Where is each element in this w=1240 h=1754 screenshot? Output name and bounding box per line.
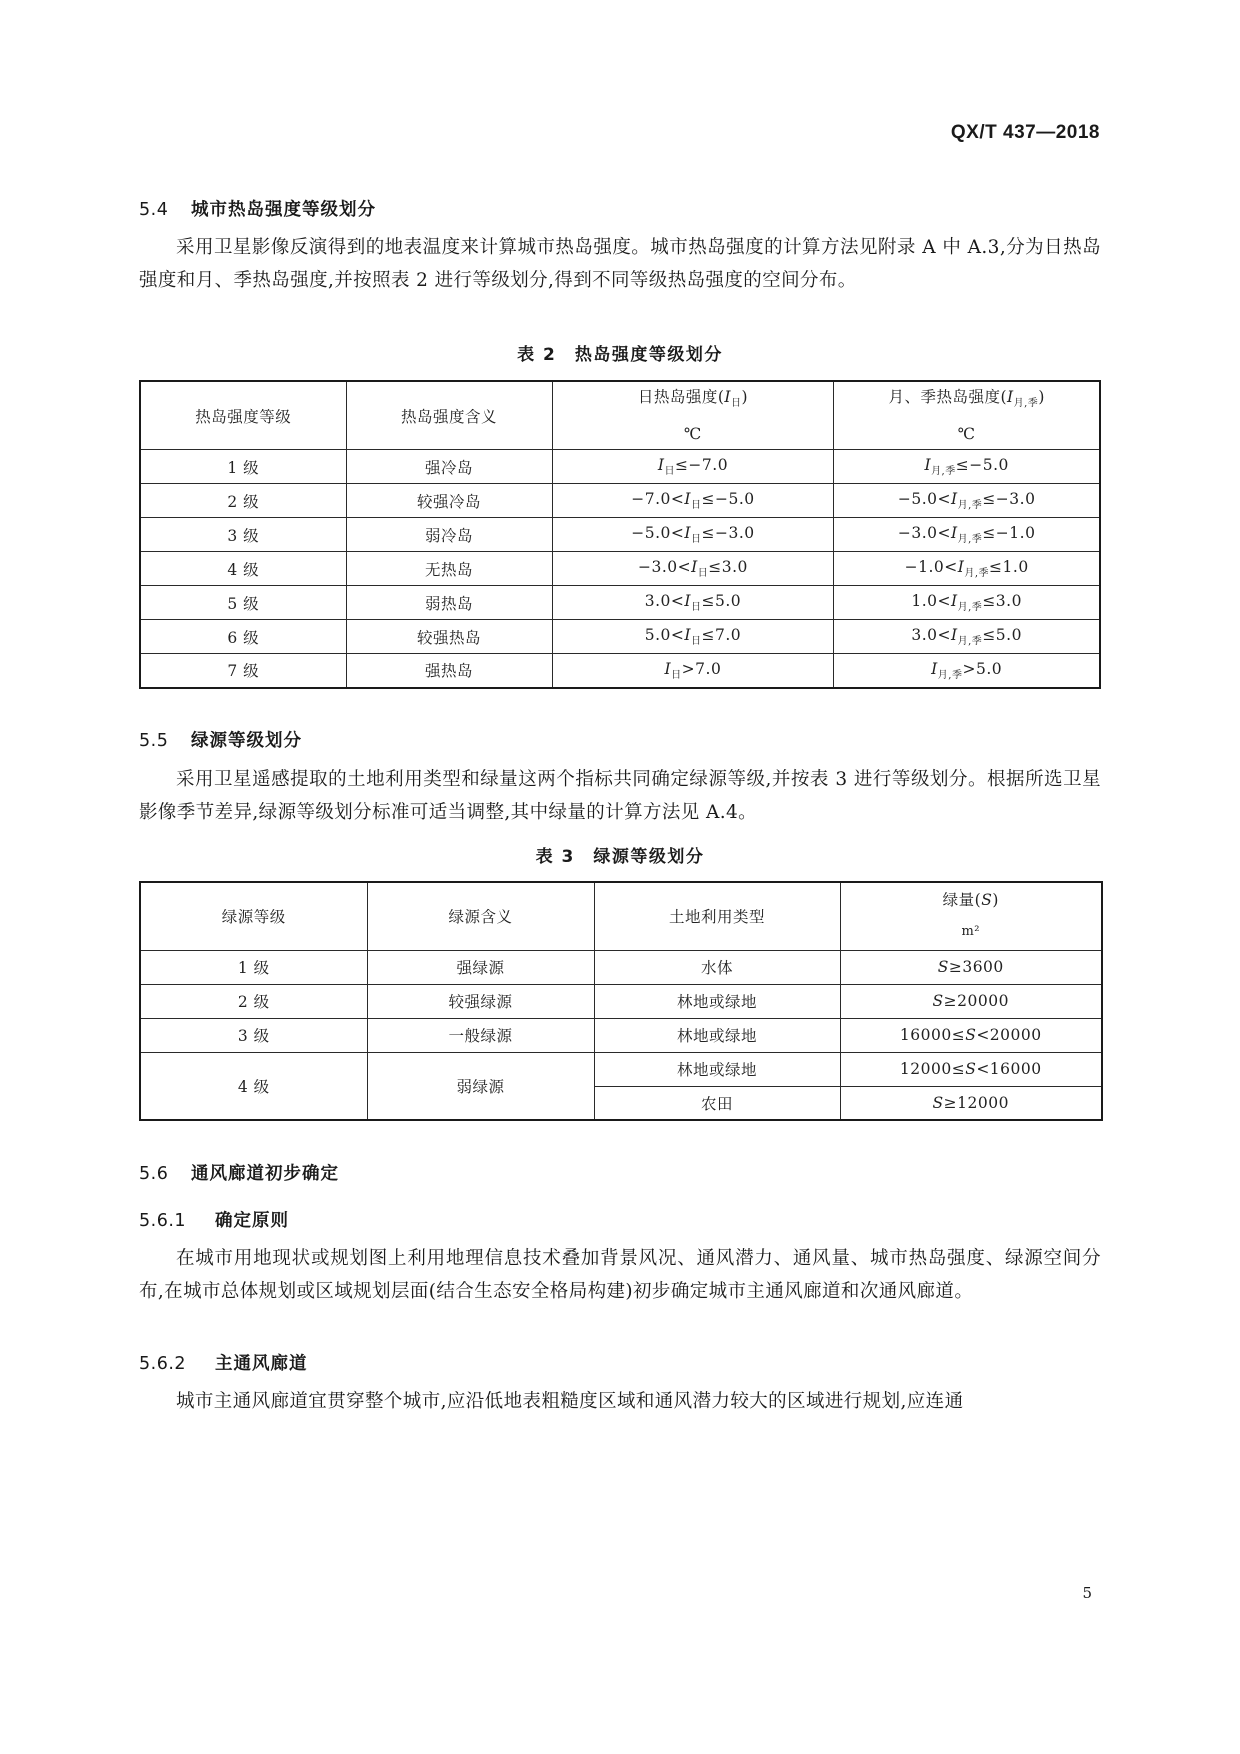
table-row xyxy=(140,552,1100,586)
cell-monthly: $-5.0<I_{月,季}\le-3.0$ xyxy=(834,484,1100,518)
cell-meaning: 一般绿源 xyxy=(367,1018,594,1052)
cell-grade: 2 级 xyxy=(140,484,346,518)
table-row xyxy=(140,586,1100,620)
header-grade: 热岛强度等级 xyxy=(140,381,346,450)
table-row xyxy=(140,1052,1102,1086)
table-row xyxy=(140,450,1100,484)
section-title: 绿源等级划分 xyxy=(191,731,302,751)
section-5-6-2-heading xyxy=(139,1350,308,1375)
cell-grade: 4 级 xyxy=(140,552,346,586)
cell-green-amount: S≥3600 xyxy=(840,950,1102,984)
cell-monthly: $-3.0<I_{月,季}\le-1.0$ xyxy=(834,518,1100,552)
section-5-5-paragraph: 采用卫星遥感提取的土地利用类型和绿量这两个指标共同确定绿源等级,并按表 3 进行等级划分。根据所选卫星影像季节差异,绿源等级划分标准可适当调整,其中绿量的计算方法见 A.4。 xyxy=(139,769,1101,823)
section-5-5-heading xyxy=(139,727,302,752)
cell-meaning: 较强热岛 xyxy=(346,620,552,654)
cell-landuse: 水体 xyxy=(594,950,840,984)
section-number: 5.6.2 xyxy=(139,1354,187,1374)
cell-monthly: $-1.0<I_{月,季}\le 1.0$ xyxy=(834,552,1100,586)
cell-grade: 3 级 xyxy=(140,518,346,552)
cell-daily: $I_日\le-7.0$ xyxy=(552,450,834,484)
cell-landuse: 农田 xyxy=(594,1086,840,1120)
section-number: 5.5 xyxy=(139,731,169,751)
cell-grade: 6 级 xyxy=(140,620,346,654)
section-5-6-heading xyxy=(139,1160,339,1185)
cell-landuse: 林地或绿地 xyxy=(594,984,840,1018)
cell-grade: 2 级 xyxy=(140,984,367,1018)
cell-daily: $-7.0<I_日\le-5.0$ xyxy=(552,484,834,518)
table-row xyxy=(140,950,1102,984)
table-3-caption: 表 3 绿源等级划分 xyxy=(535,847,705,867)
cell-meaning: 强冷岛 xyxy=(346,450,552,484)
cell-landuse: 林地或绿地 xyxy=(594,1052,840,1086)
cell-landuse: 林地或绿地 xyxy=(594,1018,840,1052)
section-5-4-heading xyxy=(139,196,376,221)
table-3-green-source-grades xyxy=(139,881,1103,1121)
cell-green-amount: S≥12000 xyxy=(840,1086,1102,1120)
cell-meaning: 弱冷岛 xyxy=(346,518,552,552)
cell-meaning: 较强绿源 xyxy=(367,984,594,1018)
header-monthly-intensity: 月、季热岛强度$(I_{月,季})$ ℃ xyxy=(834,381,1100,450)
section-5-6-1-heading xyxy=(139,1207,289,1232)
cell-meaning: 弱绿源 xyxy=(367,1052,594,1120)
page-number: 5 xyxy=(1082,1584,1092,1602)
cell-daily: $-5.0<I_日\le-3.0$ xyxy=(552,518,834,552)
table-2-caption: 表 2 热岛强度等级划分 xyxy=(517,345,723,365)
section-title: 确定原则 xyxy=(215,1211,289,1231)
header-daily-intensity: 日热岛强度$(I_日)$ ℃ xyxy=(552,381,834,450)
cell-grade: 4 级 xyxy=(140,1052,367,1120)
section-title: 主通风廊道 xyxy=(215,1354,308,1374)
cell-daily: $5.0<I_日\le 7.0$ xyxy=(552,620,834,654)
cell-grade: 1 级 xyxy=(140,950,367,984)
table-2-heat-island-grades xyxy=(139,380,1101,689)
cell-meaning: 无热岛 xyxy=(346,552,552,586)
section-5-4-paragraph: 采用卫星影像反演得到的地表温度来计算城市热岛强度。城市热岛强度的计算方法见附录 A 中 A.3,分为日热岛强度和月、季热岛强度,并按照表 2 进行等级划分,得到不同等级热岛强度的空间分布。 xyxy=(139,237,1101,291)
header-landuse: 土地利用类型 xyxy=(594,882,840,950)
header-grade: 绿源等级 xyxy=(140,882,367,950)
section-number: 5.6 xyxy=(139,1164,169,1184)
cell-daily: $-3.0<I_日\le 3.0$ xyxy=(552,552,834,586)
cell-green-amount: 16000≤S<20000 xyxy=(840,1018,1102,1052)
header-meaning: 热岛强度含义 xyxy=(346,381,552,450)
section-number: 5.4 xyxy=(139,200,169,220)
cell-daily: $3.0<I_日\le 5.0$ xyxy=(552,586,834,620)
cell-green-amount: 12000≤S<16000 xyxy=(840,1052,1102,1086)
unit-square-meters: m² xyxy=(961,924,981,940)
section-5-6-2-paragraph: 城市主通风廊道宜贯穿整个城市,应沿低地表粗糙度区域和通风潜力较大的区域进行规划,应连通 xyxy=(176,1391,964,1412)
cell-grade: 1 级 xyxy=(140,450,346,484)
unit-celsius: ℃ xyxy=(684,425,702,444)
table-row xyxy=(140,518,1100,552)
table-row xyxy=(140,654,1100,688)
table-header-row xyxy=(140,882,1102,950)
section-5-6-1-paragraph: 在城市用地现状或规划图上利用地理信息技术叠加背景风况、通风潜力、通风量、城市热岛强度、绿源空间分布,在城市总体规划或区域规划层面(结合生态安全格局构建)初步确定城市主通风廊道和次通风廊道。 xyxy=(139,1248,1101,1302)
table-header-row xyxy=(140,381,1100,450)
table-row xyxy=(140,620,1100,654)
cell-green-amount: S≥20000 xyxy=(840,984,1102,1018)
cell-monthly: $I_{月,季}>5.0$ xyxy=(834,654,1100,688)
cell-grade: 5 级 xyxy=(140,586,346,620)
cell-grade: 7 级 xyxy=(140,654,346,688)
header-green-amount: 绿量(S) m² xyxy=(840,882,1102,950)
cell-meaning: 强绿源 xyxy=(367,950,594,984)
section-number: 5.6.1 xyxy=(139,1211,187,1231)
section-title: 通风廊道初步确定 xyxy=(191,1164,339,1184)
cell-monthly: $1.0<I_{月,季}\le 3.0$ xyxy=(834,586,1100,620)
cell-daily: $I_日>7.0$ xyxy=(552,654,834,688)
section-title: 城市热岛强度等级划分 xyxy=(191,200,376,220)
cell-grade: 3 级 xyxy=(140,1018,367,1052)
cell-monthly: $I_{月,季}\le-5.0$ xyxy=(834,450,1100,484)
cell-meaning: 弱热岛 xyxy=(346,586,552,620)
table-row xyxy=(140,1018,1102,1052)
unit-celsius: ℃ xyxy=(957,425,976,444)
cell-monthly: $3.0<I_{月,季}\le 5.0$ xyxy=(834,620,1100,654)
table-row xyxy=(140,984,1102,1018)
table-row xyxy=(140,484,1100,518)
cell-meaning: 强热岛 xyxy=(346,654,552,688)
cell-meaning: 较强冷岛 xyxy=(346,484,552,518)
header-meaning: 绿源含义 xyxy=(367,882,594,950)
standard-code: QX/T 437—2018 xyxy=(950,122,1100,143)
